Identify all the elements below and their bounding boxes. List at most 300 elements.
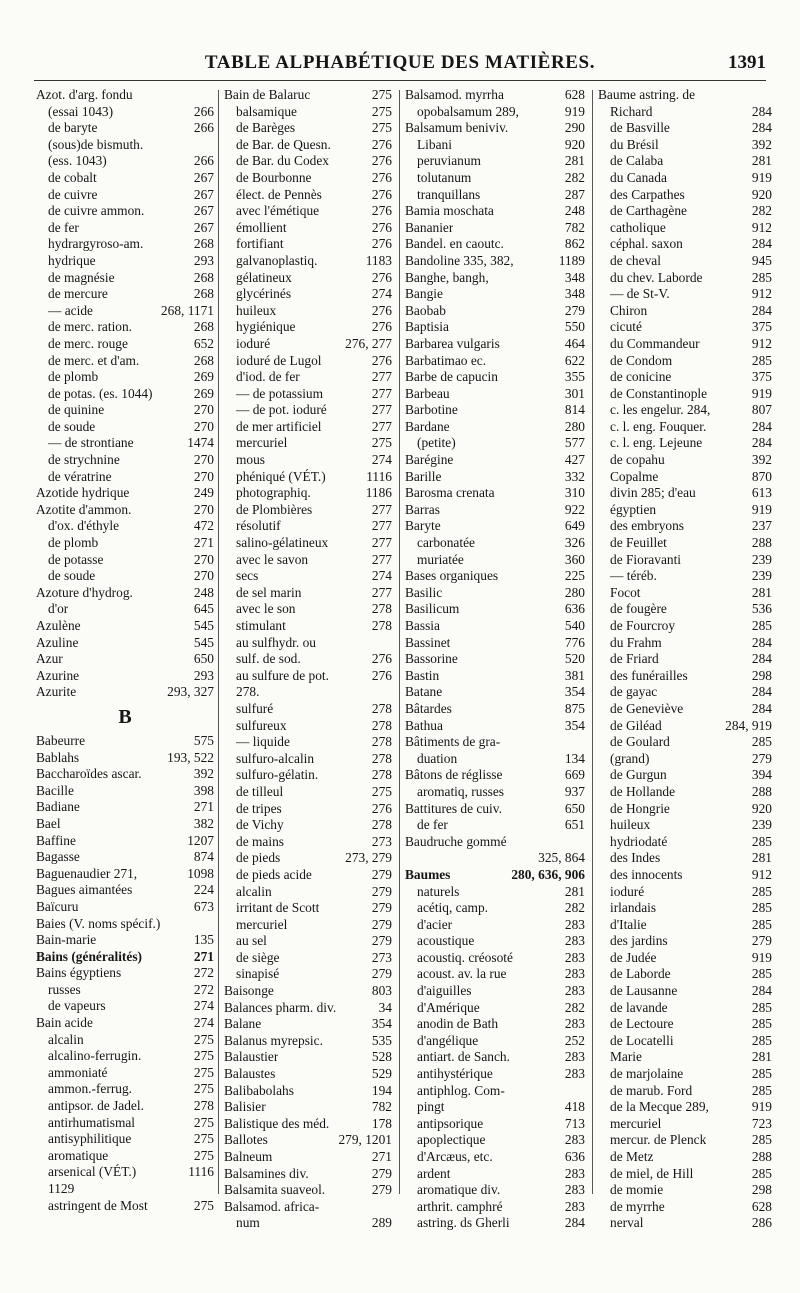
index-entry — [224, 834, 392, 851]
entry-term: de Bar. du Codex — [236, 153, 329, 169]
index-entry — [36, 220, 214, 237]
entry-term: tolutanum — [417, 169, 472, 185]
entry-term: balsamique — [236, 103, 297, 119]
entry-term: de Bourbonne — [236, 169, 312, 185]
index-entry — [405, 618, 585, 635]
index-entry — [36, 684, 214, 701]
column-divider — [592, 90, 593, 1194]
entry-page-ref: 276 — [371, 169, 392, 185]
entry-term: naturels — [417, 883, 460, 899]
entry-page-ref: 354 — [564, 717, 585, 733]
index-entry — [36, 651, 214, 668]
entry-term: acoustique — [417, 933, 475, 949]
index-entry — [598, 867, 772, 884]
entry-page-ref: 284 — [751, 103, 772, 119]
entry-page-ref: 239 — [751, 568, 772, 584]
index-entry — [598, 1016, 772, 1033]
index-entry — [598, 917, 772, 934]
index-entry — [224, 518, 392, 535]
entry-term: de Hollande — [610, 783, 676, 799]
entry-page-ref: 275 — [193, 1197, 214, 1213]
entry-term: Balaustes — [224, 1066, 276, 1082]
entry-page-ref: 912 — [751, 866, 772, 882]
index-entry — [598, 1099, 772, 1116]
entry-page-ref: 278 — [193, 1098, 214, 1114]
entry-page-ref: 225 — [564, 568, 585, 584]
entry-page-ref: 272 — [193, 965, 214, 981]
index-entry — [405, 850, 585, 867]
index-entry — [36, 419, 214, 436]
entry-page-ref: 275 — [193, 1147, 214, 1163]
entry-page-ref: 285 — [751, 1082, 772, 1098]
entry-page-ref: 1116 — [188, 1164, 214, 1180]
entry-term: de cobalt — [48, 169, 97, 185]
index-entry — [36, 1148, 214, 1165]
index-entry — [405, 137, 585, 154]
index-entry — [598, 983, 772, 1000]
index-entry — [224, 137, 392, 154]
index-entry — [598, 1116, 772, 1133]
entry-page-ref: 673 — [193, 898, 214, 914]
entry-page-ref: 280 — [564, 584, 585, 600]
entry-term: Batane — [405, 684, 443, 700]
entry-term: de potasse — [48, 551, 104, 567]
index-entry — [224, 917, 392, 934]
entry-term: hydrargyroso-am. — [48, 236, 144, 252]
entry-term: duation — [417, 750, 458, 766]
entry-term: Azulène — [36, 618, 81, 633]
entry-page-ref: 252 — [564, 1032, 585, 1048]
entry-term: de Feuillet — [610, 535, 667, 551]
index-entry — [598, 684, 772, 701]
entry-term: de Locatelli — [610, 1032, 674, 1048]
entry-term: Bamia moschata — [405, 203, 494, 219]
entry-term: apoplectique — [417, 1132, 486, 1148]
entry-page-ref: 266 — [193, 153, 214, 169]
entry-page-ref: 277 — [371, 402, 392, 418]
entry-page-ref: 278 — [371, 717, 392, 733]
index-entry — [224, 784, 392, 801]
entry-term: stimulant — [236, 618, 286, 633]
index-entry — [598, 1199, 772, 1216]
entry-term: Baumes — [405, 866, 451, 882]
entry-term: mous — [236, 452, 266, 468]
entry-term: de fougère — [610, 601, 667, 617]
entry-page-ref: 282 — [564, 999, 585, 1015]
entry-page-ref: 1474 — [187, 435, 214, 451]
index-entry — [224, 618, 392, 635]
index-entry — [405, 1132, 585, 1149]
index-entry — [405, 651, 585, 668]
entry-page-ref: 920 — [564, 136, 585, 152]
index-entry — [36, 585, 214, 602]
index-entry — [405, 286, 585, 303]
entry-term: Baume astring. de — [598, 87, 696, 102]
entry-page-ref: 275 — [371, 87, 392, 102]
index-entry — [224, 801, 392, 818]
index-entry — [224, 353, 392, 370]
entry-term: Barille — [405, 468, 442, 484]
entry-page-ref: 912 — [751, 219, 772, 235]
entry-term: Azurine — [36, 667, 80, 683]
entry-page-ref: 283 — [564, 949, 585, 965]
entry-page-ref: 276 — [371, 651, 392, 667]
index-entry — [405, 170, 585, 187]
entry-term: c. l. eng. Fouquer. — [610, 418, 707, 434]
entry-page-ref: 270 — [193, 551, 214, 567]
entry-page-ref: 279 — [371, 966, 392, 982]
entry-term: de Calaba — [610, 153, 664, 169]
entry-term: de pieds acide — [236, 866, 312, 882]
entry-term: photographiq. — [236, 485, 311, 501]
index-entry — [224, 817, 392, 834]
entry-term: Bablahs — [36, 749, 80, 765]
entry-term: de sel marin — [236, 584, 302, 600]
entry-term: Azurite — [36, 684, 77, 700]
index-entry — [36, 535, 214, 552]
entry-page-ref: 723 — [751, 1115, 772, 1131]
entry-term: Baptisia — [405, 319, 449, 335]
entry-term: — de potassium — [236, 385, 324, 401]
entry-page-ref: 283 — [564, 1132, 585, 1148]
entry-term: Bagues aimantées — [36, 882, 133, 898]
entry-term: 1129 — [48, 1181, 75, 1196]
index-entry — [405, 718, 585, 735]
index-entry — [224, 303, 392, 320]
entry-page-ref: 277 — [371, 369, 392, 385]
entry-page-ref: 286 — [751, 1215, 772, 1231]
entry-page-ref: 276 — [371, 319, 392, 335]
entry-page-ref: 375 — [751, 319, 772, 335]
entry-page-ref: 284 — [751, 435, 772, 451]
entry-term: Bandel. en caoutc. — [405, 236, 504, 252]
entry-page-ref: 776 — [564, 634, 585, 650]
entry-page-ref: 285 — [751, 269, 772, 285]
entry-page-ref: 278 — [371, 767, 392, 783]
index-entry — [36, 369, 214, 386]
entry-term: de la Mecque 289, — [610, 1099, 709, 1115]
entry-term: fortifiant — [236, 236, 284, 252]
entry-page-ref: 381 — [564, 667, 585, 683]
entry-term: Bains égyptiens — [36, 965, 122, 981]
entry-term: de mercure — [48, 286, 108, 302]
entry-page-ref: 275 — [193, 1048, 214, 1064]
index-entry — [36, 899, 214, 916]
index-entry — [405, 303, 585, 320]
entry-term: Azotide hydrique — [36, 485, 130, 501]
index-entry — [405, 1215, 585, 1232]
index-entry — [405, 1000, 585, 1017]
entry-page-ref: 550 — [564, 319, 585, 335]
entry-page-ref: 652 — [193, 335, 214, 351]
index-entry — [598, 319, 772, 336]
index-entry — [36, 386, 214, 403]
entry-page-ref: 278 — [371, 734, 392, 750]
index-entry — [598, 701, 772, 718]
index-entry — [224, 104, 392, 121]
index-entry — [36, 783, 214, 800]
entry-term: de Bar. de Quesn. — [236, 136, 331, 152]
entry-page-ref: 298 — [751, 1182, 772, 1198]
entry-page-ref: 275 — [371, 783, 392, 799]
entry-term: — de strontiane — [48, 435, 134, 451]
entry-page-ref: 464 — [564, 335, 585, 351]
entry-page-ref: 281 — [564, 883, 585, 899]
entry-term: Balsamod. myrrha — [405, 87, 504, 102]
entry-term: de Barèges — [236, 120, 296, 136]
index-entry — [36, 552, 214, 569]
entry-term: Azotite d'ammon. — [36, 501, 132, 517]
entry-term: sulfuro-alcalin — [236, 750, 315, 766]
entry-page-ref: 276 — [371, 203, 392, 219]
index-entry — [224, 1149, 392, 1166]
entry-term: cicuté — [610, 319, 642, 335]
entry-page-ref: 273 — [371, 833, 392, 849]
entry-page-ref: 281 — [751, 584, 772, 600]
entry-page-ref: 279 — [371, 883, 392, 899]
entry-page-ref: 288 — [751, 783, 772, 799]
index-entry — [224, 1215, 392, 1232]
entry-page-ref: 277 — [371, 535, 392, 551]
entry-page-ref: 274 — [193, 998, 214, 1014]
entry-page-ref: 266 — [193, 103, 214, 119]
entry-term: Bassia — [405, 618, 440, 633]
entry-page-ref: 293, 327 — [167, 684, 214, 700]
index-column-4 — [598, 87, 772, 1231]
index-entry — [598, 618, 772, 635]
entry-page-ref: 919 — [751, 169, 772, 185]
index-entry — [36, 816, 214, 833]
index-entry — [598, 834, 772, 851]
index-entry — [598, 502, 772, 519]
entry-page-ref: 945 — [751, 252, 772, 268]
entry-page-ref: 645 — [193, 601, 214, 617]
entry-term: ammoniaté — [48, 1064, 108, 1080]
index-entry — [36, 1115, 214, 1132]
entry-page-ref: 427 — [564, 452, 585, 468]
index-entry — [405, 220, 585, 237]
entry-page-ref: 325, 864 — [538, 850, 585, 866]
index-entry — [224, 236, 392, 253]
index-entry — [598, 435, 772, 452]
entry-page-ref: 194 — [371, 1082, 392, 1098]
entry-term: antipsorique — [417, 1115, 484, 1131]
entry-page-ref: 285 — [751, 352, 772, 368]
entry-page-ref: 937 — [564, 783, 585, 799]
entry-term: — acide — [48, 302, 93, 318]
section-letter — [36, 701, 214, 733]
entry-term: des embryons — [610, 518, 685, 534]
entry-term: émollient — [236, 219, 287, 235]
entry-term: Azot. d'arg. fondu — [36, 87, 133, 102]
entry-term: de Goulard — [610, 734, 670, 750]
index-entry — [405, 834, 585, 851]
entry-term: de quinine — [48, 402, 105, 418]
entry-term: de Geneviève — [610, 700, 684, 716]
entry-term: avec l'émétique — [236, 203, 320, 219]
entry-page-ref: 270 — [193, 402, 214, 418]
index-entry — [36, 982, 214, 999]
entry-term: astringent de Most — [48, 1197, 148, 1213]
entry-term: de magnésie — [48, 269, 115, 285]
entry-page-ref: 285 — [751, 1165, 772, 1181]
entry-term: galvanoplastiq. — [236, 252, 318, 268]
entry-page-ref: 239 — [751, 551, 772, 567]
entry-page-ref: 279 — [371, 1182, 392, 1198]
index-entry — [598, 170, 772, 187]
entry-page-ref: 193, 522 — [167, 749, 214, 765]
entry-term: de marjolaine — [610, 1066, 684, 1082]
entry-term: de vapeurs — [48, 998, 106, 1014]
entry-term: de vératrine — [48, 468, 112, 484]
entry-page-ref: 1186 — [365, 485, 392, 501]
entry-page-ref: 269 — [193, 385, 214, 401]
entry-term: Bagasse — [36, 849, 80, 865]
entry-term: Bathua — [405, 717, 443, 733]
entry-term: glycérinés — [236, 286, 292, 302]
entry-page-ref: 669 — [564, 767, 585, 783]
entry-term: opobalsamum 289, — [417, 103, 519, 119]
entry-page-ref: 520 — [564, 651, 585, 667]
entry-page-ref: 278 — [371, 700, 392, 716]
index-entry — [36, 668, 214, 685]
index-entry — [224, 1083, 392, 1100]
entry-term: huileux — [236, 302, 277, 318]
index-entry — [405, 635, 585, 652]
entry-page-ref: 636 — [564, 1149, 585, 1164]
index-entry — [224, 120, 392, 137]
entry-term: Balane — [224, 1016, 262, 1032]
entry-term: Bael — [36, 815, 61, 831]
entry-term: c. les engelur. 284, — [610, 402, 711, 418]
entry-term: de mer artificiel — [236, 418, 322, 434]
index-entry — [598, 220, 772, 237]
header-rule — [34, 80, 766, 81]
entry-term: de Judée — [610, 949, 657, 965]
entry-term: hydriodaté — [610, 833, 668, 849]
index-entry — [36, 866, 214, 883]
entry-term: de strychnine — [48, 452, 120, 468]
entry-page-ref: 613 — [751, 485, 772, 501]
entry-page-ref: 713 — [564, 1115, 585, 1131]
entry-page-ref: 284 — [751, 236, 772, 252]
index-entry — [36, 635, 214, 652]
entry-page-ref: 283 — [564, 983, 585, 999]
entry-page-ref: 628 — [564, 87, 585, 102]
index-entry — [405, 933, 585, 950]
entry-page-ref: 278 — [371, 817, 392, 833]
entry-term: Barégine — [405, 452, 454, 468]
entry-term: au sulfure de pot. — [236, 667, 329, 683]
index-entry — [405, 900, 585, 917]
entry-page-ref: 276 — [371, 302, 392, 318]
entry-page-ref: 275 — [193, 1064, 214, 1080]
index-entry — [405, 353, 585, 370]
index-entry — [36, 120, 214, 137]
index-entry — [224, 270, 392, 287]
entry-term: irlandais — [610, 900, 657, 916]
entry-page-ref: 224 — [193, 882, 214, 898]
entry-term: c. l. eng. Lejeune — [610, 435, 703, 451]
index-entry — [36, 882, 214, 899]
index-entry — [598, 850, 772, 867]
index-entry — [36, 87, 214, 104]
index-entry — [224, 950, 392, 967]
entry-page-ref: 268 — [193, 319, 214, 335]
entry-term: Badiane — [36, 799, 80, 815]
entry-page-ref: 285 — [751, 833, 772, 849]
entry-page-ref: 545 — [193, 634, 214, 650]
index-entry — [224, 535, 392, 552]
index-entry — [36, 104, 214, 121]
entry-term: peruvianum — [417, 153, 481, 169]
entry-term: Baïcuru — [36, 898, 79, 914]
index-entry — [224, 884, 392, 901]
entry-page-ref: 301 — [564, 385, 585, 401]
entry-term: Balanus myrepsic. — [224, 1032, 323, 1048]
index-entry — [405, 1149, 585, 1166]
entry-page-ref: 268 — [193, 352, 214, 368]
entry-term: Barbeau — [405, 385, 450, 401]
entry-term: Baudruche gommé — [405, 833, 507, 849]
entry-page-ref: 1189 — [558, 252, 585, 268]
entry-term: Balances pharm. div. — [224, 999, 337, 1015]
entry-term: de cuivre — [48, 186, 98, 202]
entry-page-ref: 270 — [193, 501, 214, 517]
index-entry — [598, 153, 772, 170]
entry-page-ref: 528 — [371, 1049, 392, 1065]
entry-term: catholique — [610, 219, 666, 235]
entry-term: Balisier — [224, 1099, 266, 1115]
entry-page-ref: 271 — [193, 535, 214, 551]
entry-term: Bacille — [36, 782, 74, 798]
index-entry — [36, 1048, 214, 1065]
index-entry — [224, 850, 392, 867]
entry-term: Balsamita suaveol. — [224, 1182, 326, 1198]
index-entry — [598, 402, 772, 419]
entry-term: de myrrhe — [610, 1198, 665, 1214]
entry-term: acoustiq. créosoté — [417, 949, 513, 965]
index-entry — [36, 568, 214, 585]
entry-term: Basilic — [405, 584, 443, 600]
entry-term: de tilleul — [236, 783, 284, 799]
index-entry — [224, 900, 392, 917]
entry-term: de Laborde — [610, 966, 671, 982]
entry-page-ref: 135 — [193, 932, 214, 948]
index-entry — [36, 949, 214, 966]
entry-page-ref: 577 — [564, 435, 585, 451]
entry-page-ref: 392 — [751, 452, 772, 468]
entry-page-ref: 285 — [751, 966, 772, 982]
entry-term: résolutif — [236, 518, 281, 534]
index-entry — [224, 1166, 392, 1183]
index-entry — [224, 153, 392, 170]
entry-page-ref: 277 — [371, 418, 392, 434]
entry-page-ref: 276 — [371, 136, 392, 152]
entry-page-ref: 283 — [564, 1066, 585, 1082]
entry-page-ref: 636 — [564, 601, 585, 617]
index-entry — [598, 469, 772, 486]
index-entry — [405, 270, 585, 287]
entry-term: de Plombières — [236, 501, 313, 517]
entry-term: Baobab — [405, 302, 446, 318]
index-entry — [224, 867, 392, 884]
entry-term: divin 285; d'eau — [610, 485, 696, 501]
index-entry — [36, 1181, 214, 1198]
index-entry — [36, 435, 214, 452]
entry-term: Baryte — [405, 518, 441, 534]
entry-term: pingt — [417, 1099, 445, 1115]
